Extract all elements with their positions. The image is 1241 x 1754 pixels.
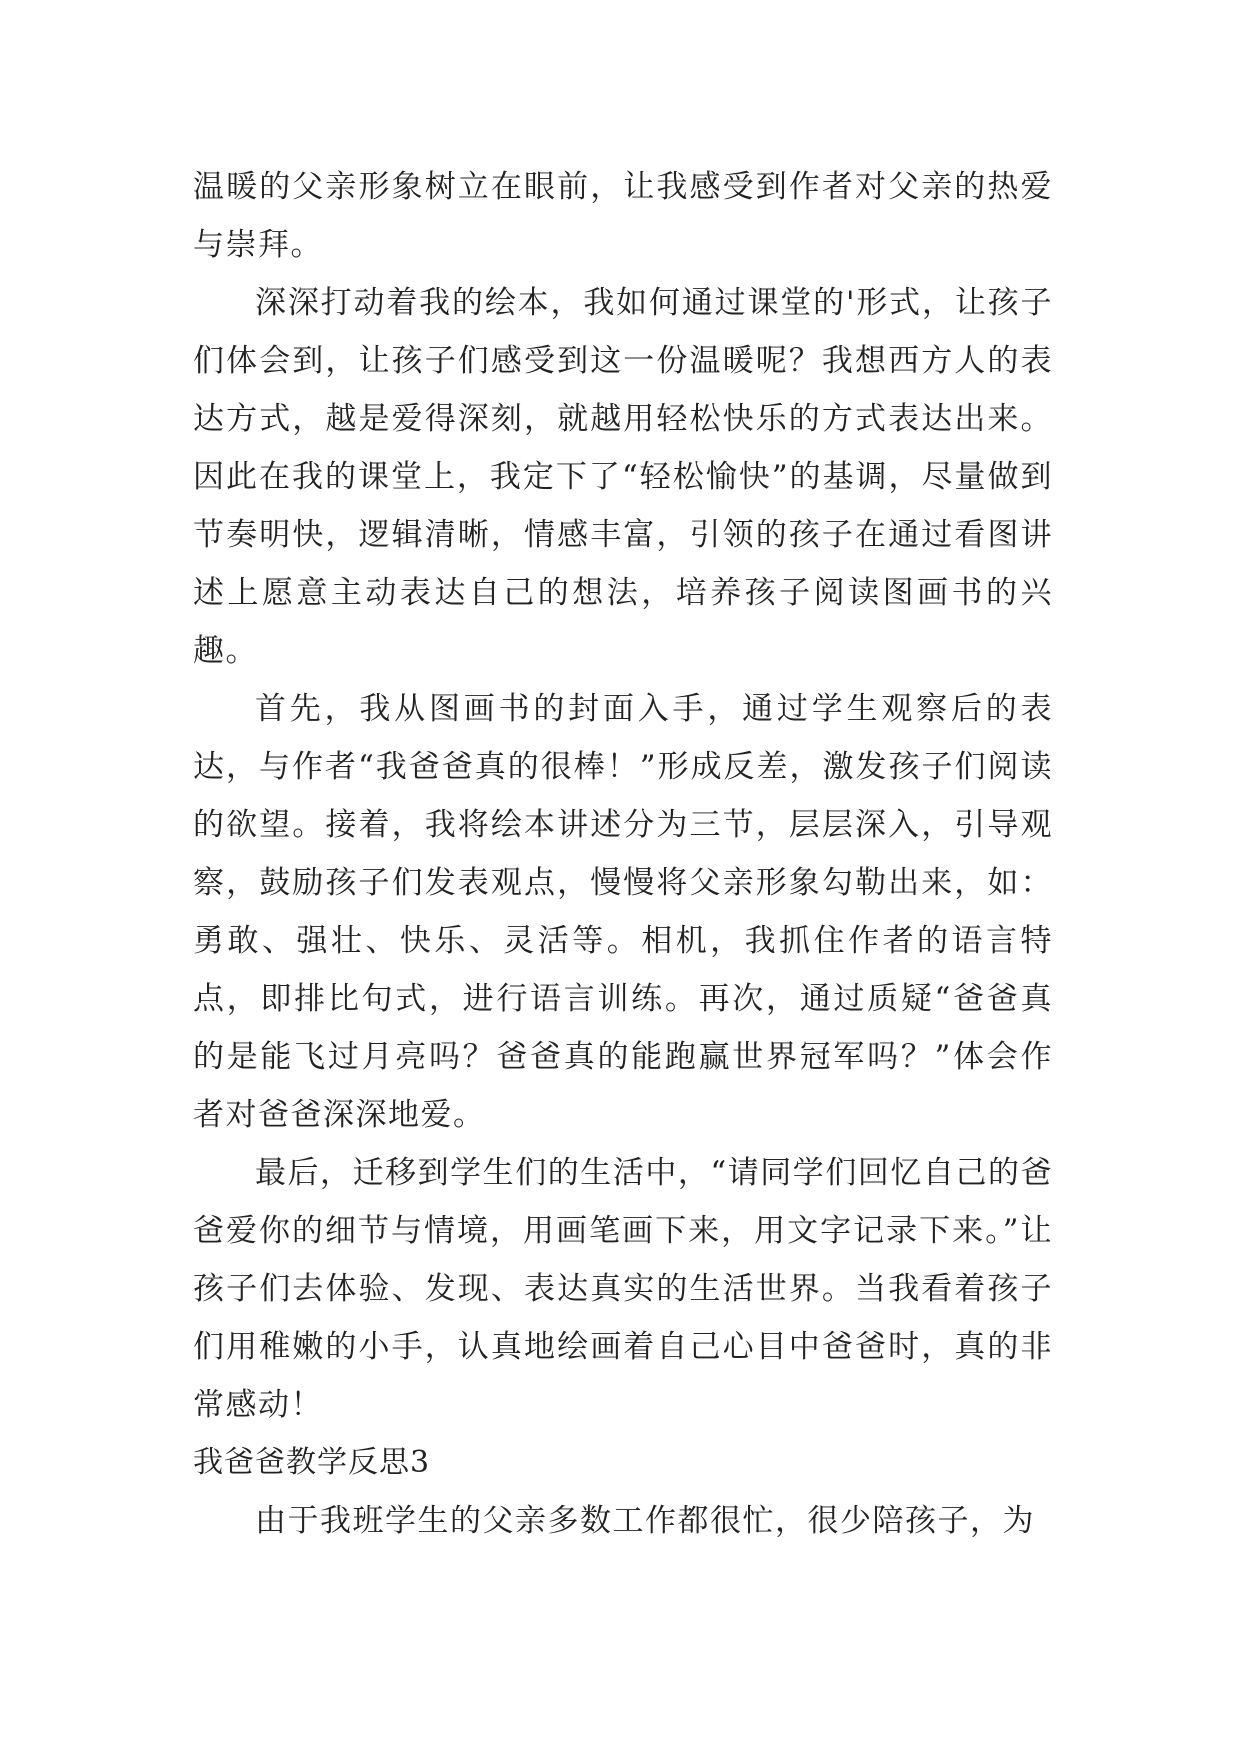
section-heading: 我爸爸教学反思3 [193, 1445, 431, 1480]
paragraph-4: 最后，迁移到学生们的生活中，“请同学们回忆自己的爸爸爱你的细节与情境，用画笔画下来，用文字记录下来。”让孩子们去体验、发现、表达真实的生活世界。当我看着孩子们用稚嫩的小手，认真地绘画着自己心目中爸爸时，真的非常感动！ [193, 1155, 1053, 1423]
paragraph-2: 深深打动着我的绘本，我如何通过课堂的'形式，让孩子们体会到，让孩子们感受到这一份温暖呢？我想西方人的表达方式，越是爱得深刻，就越用轻松快乐的方式表达出来。因此在我的课堂上，我定下了“轻松愉快”的基调，尽量做到节奏明快，逻辑清晰，情感丰富，引领的孩子在通过看图讲述上愿意主动表达自己的想法，培养孩子阅读图画书的兴趣。 [193, 285, 1053, 669]
paragraph-5: 由于我班学生的父亲多数工作都很忙，很少陪孩子，为 [255, 1503, 1035, 1539]
paragraph-1: 温暖的父亲形象树立在眼前，让我感受到作者对父亲的热爱与崇拜。 [193, 169, 1053, 263]
document-page [193, 158, 1053, 1550]
paragraph-3: 首先，我从图画书的封面入手，通过学生观察后的表达，与作者“我爸爸真的很棒！”形成反差，激发孩子们阅读的欲望。接着，我将绘本讲述分为三节，层层深入，引导观察，鼓励孩子们发表观点，慢慢将父亲形象勾勒出来，如：勇敢、强壮、快乐、灵活等。相机，我抓住作者的语言特点，即排比句式，进行语言训练。再次，通过质疑“爸爸真的是能飞过月亮吗？爸爸真的能跑赢世界冠军吗？”体会作者对爸爸深深地爱。 [193, 691, 1053, 1133]
